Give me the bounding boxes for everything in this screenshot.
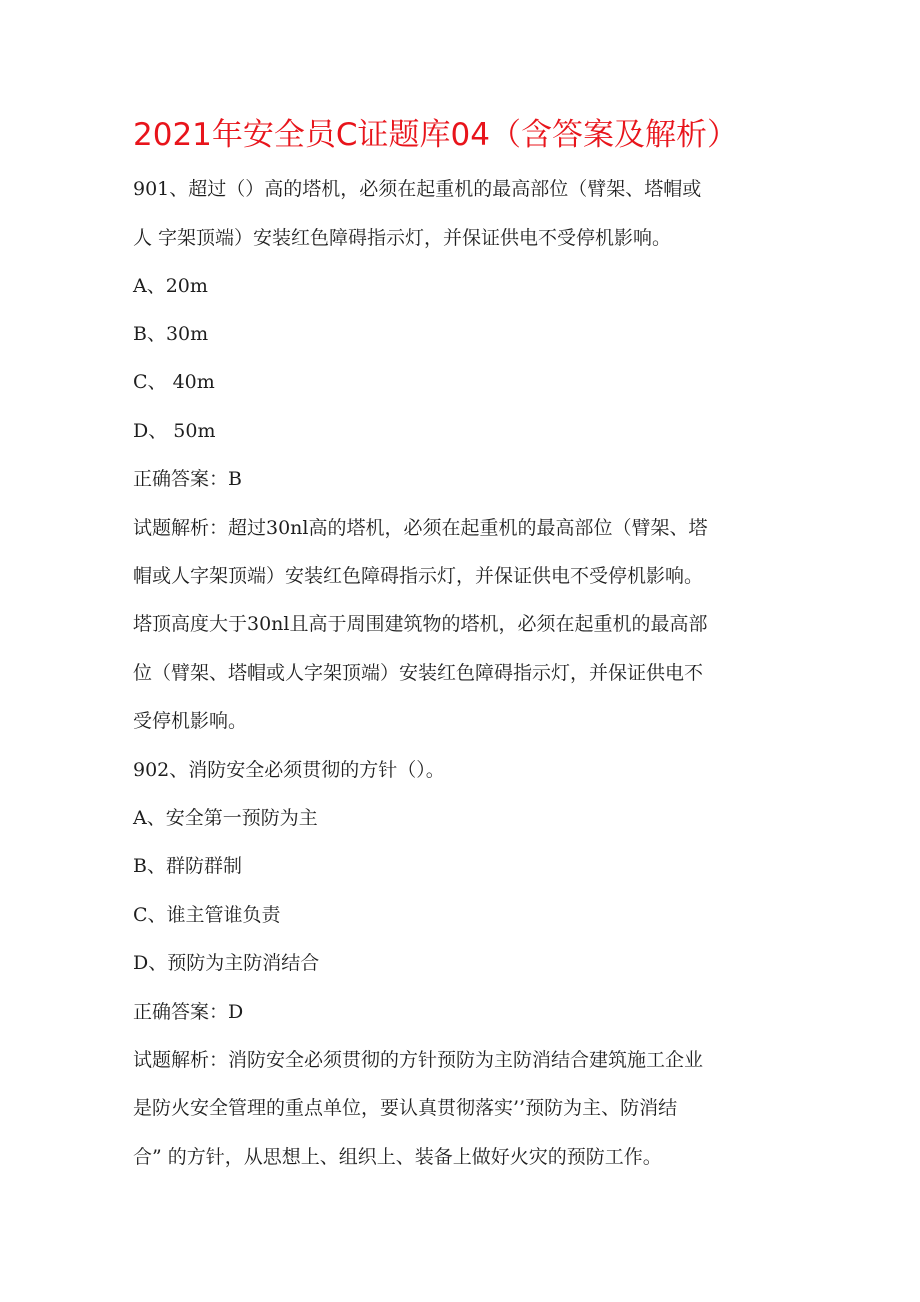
question-901-option-d: D、 50m	[133, 420, 216, 442]
question-902-option-b: B、群防群制	[133, 855, 242, 877]
question-901-option-c: C、 40m	[133, 371, 215, 393]
question-902-option-d: D、预防为主防消结合	[133, 952, 320, 974]
question-901-analysis-line-1: 试题解析：超过30nl高的塔机，必须在起重机的最高部位（臂架、塔	[133, 517, 708, 539]
question-901-stem-line-1: 901、超过（）高的塔机，必须在起重机的最高部位（臂架、塔帽或	[133, 178, 702, 200]
question-901-analysis-line-5: 受停机影响。	[133, 710, 248, 732]
question-901-analysis-line-2: 帽或人字架顶端）安装红色障碍指示灯，并保证供电不受停机影响。	[133, 565, 704, 587]
question-902-analysis-line-3: 合” 的方针，从思想上、组织上、装备上做好火灾的预防工作。	[133, 1146, 662, 1168]
question-901-option-b: B、30m	[133, 323, 209, 345]
question-902-option-a: A、安全第一预防为主	[133, 807, 318, 829]
question-902-analysis-line-1: 试题解析：消防安全必须贯彻的方针预防为主防消结合建筑施工企业	[133, 1049, 704, 1071]
question-901-stem-line-2: 人 字架顶端）安装红色障碍指示灯，并保证供电不受停机影响。	[133, 227, 672, 249]
question-902-stem-line-1: 902、消防安全必须贯彻的方针（）。	[133, 759, 445, 781]
question-901-answer: 正确答案：B	[133, 468, 242, 490]
question-901-analysis-line-4: 位（臂架、塔帽或人字架顶端）安装红色障碍指示灯，并保证供电不	[133, 662, 704, 684]
question-901-option-a: A、20m	[133, 275, 208, 297]
question-902-analysis-line-2: 是防火安全管理的重点单位，要认真贯彻落实’’预防为主、防消结	[133, 1097, 678, 1119]
question-901-analysis-line-3: 塔顶高度大于30nl且高于周围建筑物的塔机，必须在起重机的最高部	[133, 613, 708, 635]
question-902-option-c: C、谁主管谁负责	[133, 904, 281, 926]
document-title: 2021年安全员C证题库04（含答案及解析）	[133, 117, 738, 153]
question-902-answer: 正确答案：D	[133, 1001, 244, 1023]
